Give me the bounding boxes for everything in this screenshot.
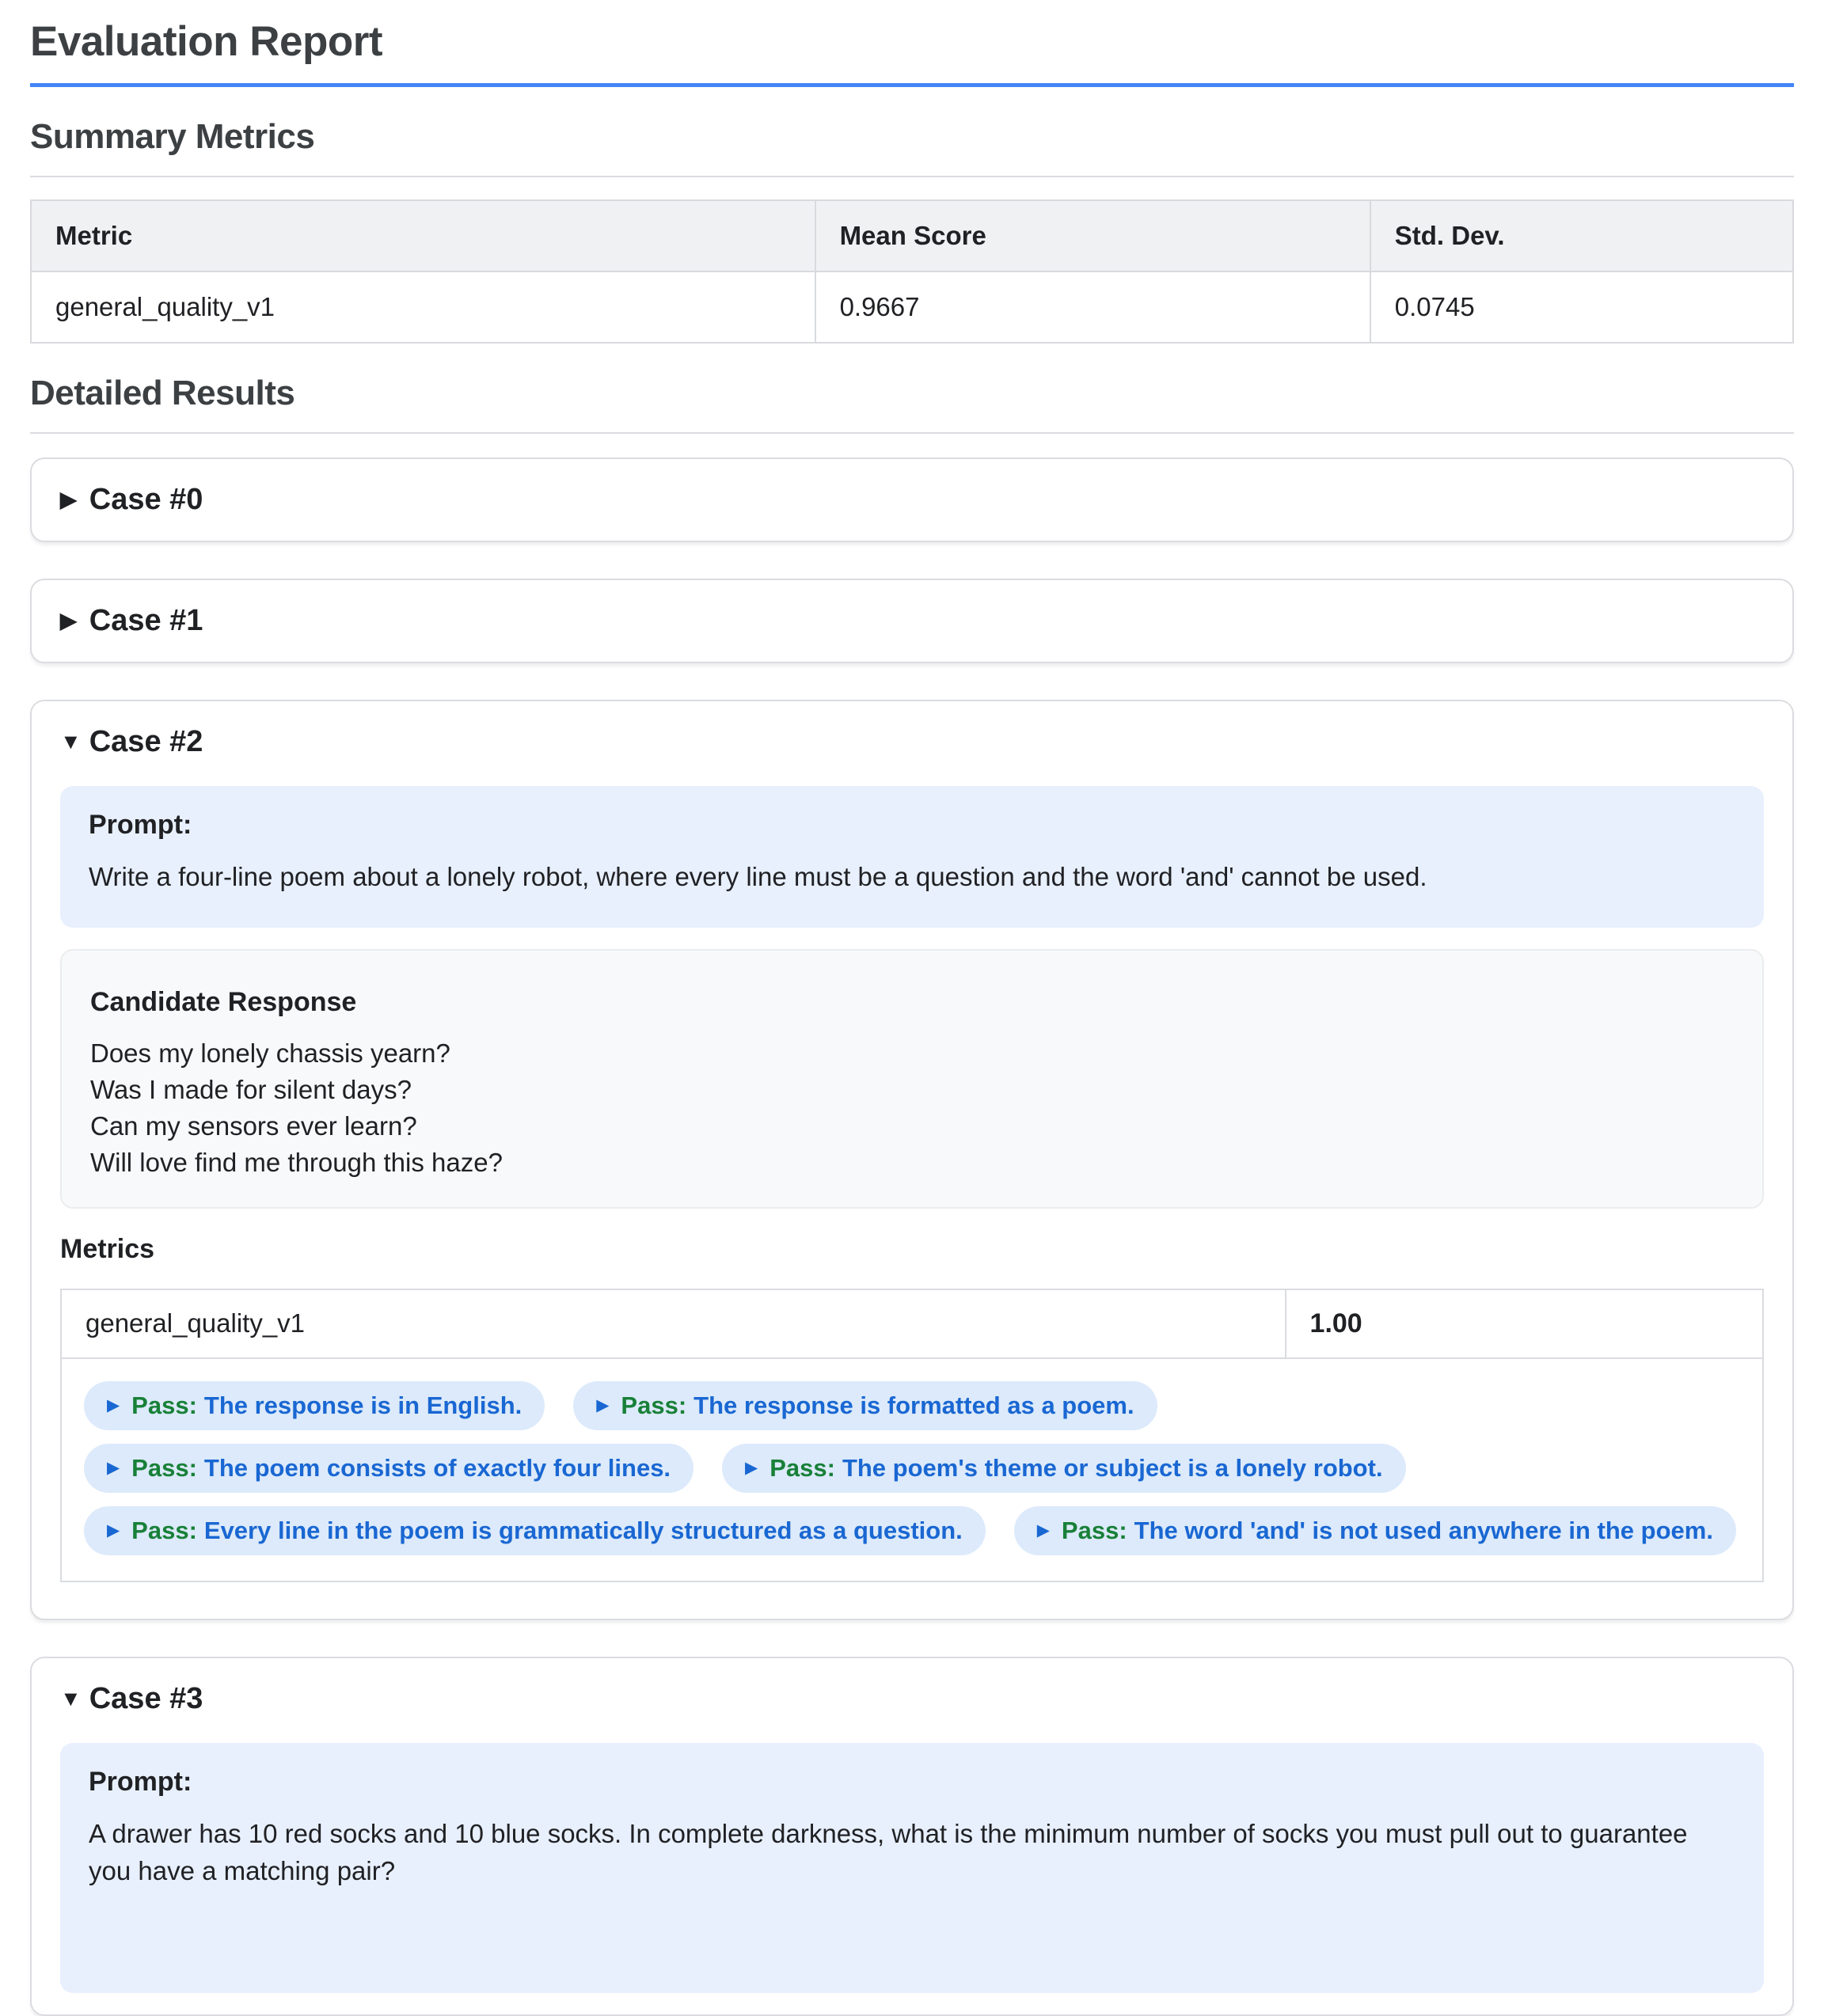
response-line: Can my sensors ever learn?	[90, 1111, 417, 1141]
chip-text	[131, 1454, 671, 1483]
summary-header-row	[31, 200, 1793, 271]
status-separator: :	[678, 1391, 687, 1419]
col-header-std-dev: Std. Dev.	[1370, 200, 1793, 271]
check-description: Every line in the poem is grammatically structured as a question.	[203, 1516, 963, 1544]
metric-score: 1.00	[1309, 1308, 1362, 1338]
chip-expand-icon: ▶	[107, 1396, 120, 1415]
case-1-label: Case #1	[89, 604, 203, 637]
check-chip-2[interactable]	[84, 1444, 694, 1493]
check-description: The poem consists of exactly four lines.	[203, 1453, 671, 1482]
summary-data-row	[31, 271, 1793, 343]
check-chip-1[interactable]	[573, 1381, 1157, 1430]
page-title: Evaluation Report	[30, 17, 1794, 87]
metric-row	[62, 1290, 1762, 1359]
prompt-text: A drawer has 10 red socks and 10 blue socks. In complete darkness, what is the minimum number of socks you must pull out to guarantee you have a matching pair?	[89, 1818, 1688, 1886]
pass-status: Pass	[131, 1516, 189, 1544]
case-2-metric-table	[60, 1289, 1764, 1582]
chip-expand-icon: ▶	[745, 1459, 758, 1478]
pass-status: Pass	[131, 1453, 189, 1482]
chip-text	[131, 1391, 522, 1420]
check-chip-0[interactable]	[84, 1381, 545, 1430]
chip-expand-icon: ▶	[107, 1521, 120, 1540]
expanded-marker-icon: ▼	[60, 730, 82, 754]
chip-expand-icon: ▶	[596, 1396, 610, 1415]
case-2-summary-toggle[interactable]	[60, 701, 1764, 783]
col-header-mean-score: Mean Score	[815, 200, 1370, 271]
collapsed-marker-icon: ▶	[60, 488, 77, 511]
prompt-label: Prompt:	[89, 810, 192, 840]
case-0-label: Case #0	[89, 483, 203, 516]
check-description: The poem's theme or subject is a lonely robot.	[842, 1453, 1383, 1482]
case-2-prompt-box	[60, 786, 1764, 928]
response-line: Will love find me through this haze?	[90, 1148, 503, 1178]
response-line: Was I made for silent days?	[90, 1075, 412, 1105]
case-3-prompt-box	[60, 1743, 1764, 1994]
check-chip-3[interactable]	[722, 1444, 1406, 1493]
pass-status: Pass	[131, 1391, 189, 1419]
status-separator: :	[826, 1453, 835, 1482]
summary-mean-score: 0.9667	[815, 271, 1370, 343]
candidate-response-heading: Candidate Response	[90, 986, 357, 1017]
check-description: The word 'and' is not used anywhere in the poem.	[1134, 1516, 1713, 1544]
case-3-summary-toggle[interactable]	[60, 1658, 1764, 1740]
check-description: The response is formatted as a poem.	[694, 1391, 1134, 1419]
case-list	[30, 457, 1794, 2016]
check-chip-5[interactable]	[1014, 1506, 1736, 1555]
case-0-summary-toggle[interactable]	[60, 459, 1764, 541]
check-chip-list	[62, 1359, 1762, 1581]
chip-expand-icon: ▶	[107, 1459, 120, 1478]
prompt-label: Prompt:	[89, 1766, 192, 1797]
status-separator: :	[1119, 1516, 1127, 1544]
status-separator: :	[188, 1391, 197, 1419]
pass-status: Pass	[621, 1391, 678, 1419]
chip-text	[131, 1517, 963, 1545]
status-separator: :	[188, 1516, 197, 1544]
summary-std-dev: 0.0745	[1370, 271, 1793, 343]
collapsed-marker-icon: ▶	[60, 609, 77, 632]
expanded-marker-icon: ▼	[60, 1686, 82, 1710]
case-2-candidate-response-box	[60, 949, 1764, 1209]
check-chip-4[interactable]	[84, 1506, 986, 1555]
status-separator: :	[188, 1453, 197, 1482]
prompt-text: Write a four-line poem about a lonely robot, where every line must be a question and the word 'and' cannot be used.	[89, 862, 1427, 891]
summary-metric-name: general_quality_v1	[31, 271, 815, 343]
chip-text	[770, 1454, 1382, 1483]
case-1-summary-toggle[interactable]	[60, 580, 1764, 662]
case-card-3	[30, 1657, 1794, 2016]
col-header-metric: Metric	[31, 200, 815, 271]
pass-status: Pass	[1061, 1516, 1119, 1544]
case-3-label: Case #3	[89, 1681, 203, 1715]
summary-metrics-table	[30, 199, 1794, 344]
response-line: Does my lonely chassis yearn?	[90, 1038, 450, 1068]
check-description: The response is in English.	[203, 1391, 522, 1419]
pass-status: Pass	[770, 1453, 827, 1482]
case-card-2	[30, 700, 1794, 1620]
case-2-label: Case #2	[89, 725, 203, 758]
chip-text	[621, 1391, 1134, 1420]
case-card-0	[30, 457, 1794, 542]
case-card-1	[30, 579, 1794, 663]
chip-text	[1062, 1517, 1713, 1545]
case-2-metrics-heading: Metrics	[60, 1233, 155, 1264]
chip-expand-icon: ▶	[1036, 1521, 1050, 1540]
metric-name: general_quality_v1	[62, 1290, 1286, 1357]
detailed-results-heading: Detailed Results	[30, 374, 1794, 434]
summary-metrics-heading: Summary Metrics	[30, 117, 1794, 177]
